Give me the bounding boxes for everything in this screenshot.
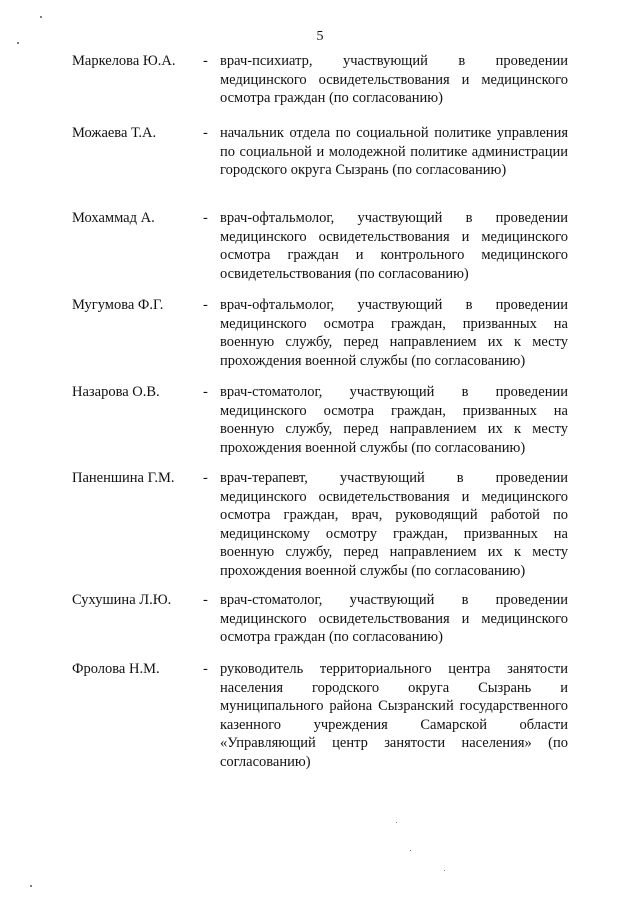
member-name: Мугумова Ф.Г. bbox=[72, 297, 164, 313]
scan-speck bbox=[396, 822, 397, 823]
scan-speck bbox=[17, 42, 19, 44]
member-role: начальник отдела по социальной политике управления по социальной и молодежной политике администрации городского округа Сызрань (по согласованию) bbox=[220, 125, 568, 179]
member-name: Паненшина Г.М. bbox=[72, 470, 175, 486]
dash-separator: - bbox=[203, 470, 208, 486]
scan-speck bbox=[30, 885, 32, 887]
member-role: врач-стоматолог, участвующий в проведении медицинского освидетельствования и медицинского осмотра граждан (по согласованию) bbox=[220, 592, 568, 646]
scan-speck bbox=[40, 16, 42, 18]
member-name: Сухушина Л.Ю. bbox=[72, 592, 172, 608]
page-number: 5 bbox=[316, 29, 324, 44]
member-role: врач-психиатр, участвующий в проведении медицинского освидетельствования и медицинского осмотра граждан (по согласованию) bbox=[220, 53, 568, 107]
scan-speck bbox=[410, 850, 411, 851]
member-name: Фролова Н.М. bbox=[72, 661, 160, 677]
dash-separator: - bbox=[203, 210, 208, 226]
dash-separator: - bbox=[203, 661, 208, 677]
scan-speck bbox=[444, 870, 445, 871]
dash-separator: - bbox=[203, 53, 208, 69]
dash-separator: - bbox=[203, 297, 208, 313]
dash-separator: - bbox=[203, 592, 208, 608]
dash-separator: - bbox=[203, 125, 208, 141]
member-role: врач-стоматолог, участвующий в проведении медицинского осмотра граждан, призванных на военную службу, перед направлением их к месту прохождения военной службы (по согласованию) bbox=[220, 384, 568, 456]
member-name: Назарова О.В. bbox=[72, 384, 160, 400]
member-role: врач-терапевт, участвующий в проведении медицинского освидетельствования и медицинского осмотра граждан, врач, руководящий работой по медицинскому осмотру граждан, призванных на военную службу, перед направлением их к месту прохождения военной службы (по согласованию) bbox=[220, 470, 568, 579]
dash-separator: - bbox=[203, 384, 208, 400]
member-role: руководитель территориального центра занятости населения городского округа Сызрань и муниципального района Сызранский государственного казенного учреждения Самарской области «Управляющий центр занятости населения» (по согласованию) bbox=[220, 661, 568, 770]
member-name: Маркелова Ю.А. bbox=[72, 53, 176, 69]
member-name: Можаева Т.А. bbox=[72, 125, 157, 141]
member-name: Мохаммад А. bbox=[72, 210, 155, 226]
member-role: врач-офтальмолог, участвующий в проведении медицинского освидетельствования и медицинского осмотра граждан и контрольного медицинского освидетельствования (по согласованию) bbox=[220, 210, 568, 282]
member-role: врач-офтальмолог, участвующий в проведении медицинского осмотра граждан, призванных на военную службу, перед направлением их к месту прохождения военной службы (по согласованию) bbox=[220, 297, 568, 369]
